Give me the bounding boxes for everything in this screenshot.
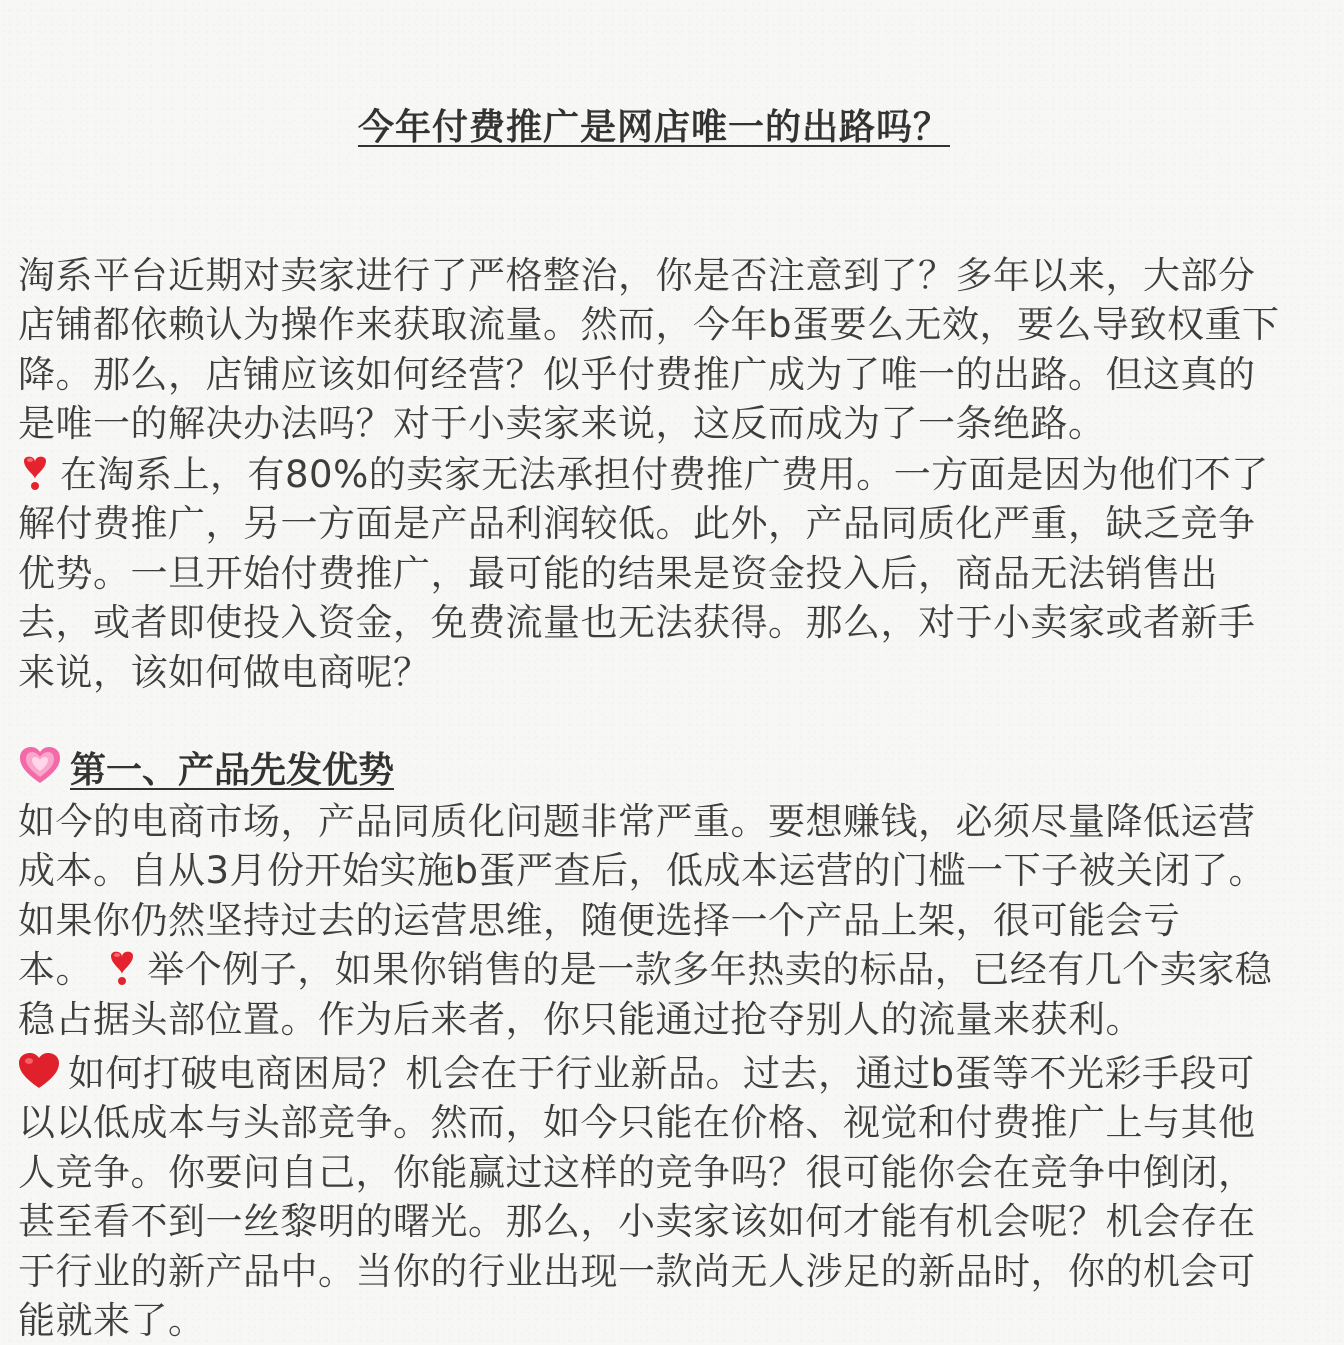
text-line: 于行业的新产品中。当你的行业出现一款尚无人涉足的新品时，你的机会可 (18, 1249, 1256, 1293)
text-line: 能就来了。 (18, 1299, 206, 1343)
section1b-paragraph (18, 1049, 1334, 1345)
text-line: 来说，该如何做电商呢？ (18, 650, 431, 694)
point-paragraph (18, 450, 1334, 697)
text-line: 如何打破电商困局？机会在于行业新品。过去，通过b蛋等不光彩手段可 (68, 1052, 1255, 1095)
text-fragment: 本。 (18, 948, 93, 992)
text-line: 如果你仍然坚持过去的运营思维，随便选择一个产品上架，很可能会亏 (18, 898, 1181, 942)
section-heading (18, 746, 394, 796)
text-fragment: 举个例子，如果你销售的是一款多年热卖的标品，已经有几个卖家稳 (147, 948, 1273, 992)
text-line: 解付费推广，另一方面是产品利润较低。此外，产品同质化严重，缺乏竞争 (18, 502, 1256, 546)
text-line: 优势。一旦开始付费推广，最可能的结果是资金投入后，商品无法销售出 (18, 551, 1218, 595)
text-line: 淘系平台近期对卖家进行了严格整治，你是否注意到了？多年以来，大部分 (18, 254, 1256, 297)
pink-heart-icon (18, 746, 62, 786)
page-title (0, 104, 1324, 152)
text-line: 店铺都依赖认为操作来获取流量。然而，今年b蛋要么无效，要么导致权重下 (18, 303, 1280, 347)
text-line: 甚至看不到一丝黎明的曙光。那么，小卖家该如何才能有机会呢？机会存在 (18, 1200, 1256, 1244)
text-line: 成本。自从3月份开始实施b蛋严查后，低成本运营的门槛一下子被关闭了。 (18, 849, 1267, 893)
exclamation-heart-icon (18, 453, 52, 491)
text-line: 以以低成本与头部竞争。然而，如今只能在价格、视觉和付费推广上与其他 (18, 1101, 1256, 1145)
text-line: 降。那么，店铺应该如何经营？似乎付费推广成为了唯一的出路。但这真的 (18, 352, 1256, 396)
text-line: 稳占据头部位置。作为后来者，你只能通过抢夺别人的流量来获利。 (18, 997, 1143, 1041)
page-title-text: 今年付费推广是网店唯一的出路吗？ (357, 107, 950, 148)
text-line: 在淘系上，有80%的卖家无法承担付费推广费用。一方面是因为他们不了 (60, 453, 1269, 496)
intro-paragraph (18, 251, 1334, 449)
text-line: 去，或者即使投入资金，免费流量也无法获得。那么，对于小卖家或者新手 (18, 601, 1256, 645)
text-line: 是唯一的解决办法吗？对于小卖家来说，这反而成为了一条绝路。 (18, 402, 1106, 446)
section1-paragraph (18, 797, 1334, 1044)
red-heart-icon (18, 1052, 60, 1090)
text-line: 如今的电商市场，产品同质化问题非常严重。要想赚钱，必须尽量降低运营 (18, 800, 1256, 843)
section-heading-text: 第一、产品先发优势 (70, 750, 395, 791)
exclamation-heart-icon (105, 948, 139, 986)
text-line: 人竞争。你要问自己，你能赢过这样的竞争吗？很可能你会在竞争中倒闭， (18, 1150, 1256, 1194)
